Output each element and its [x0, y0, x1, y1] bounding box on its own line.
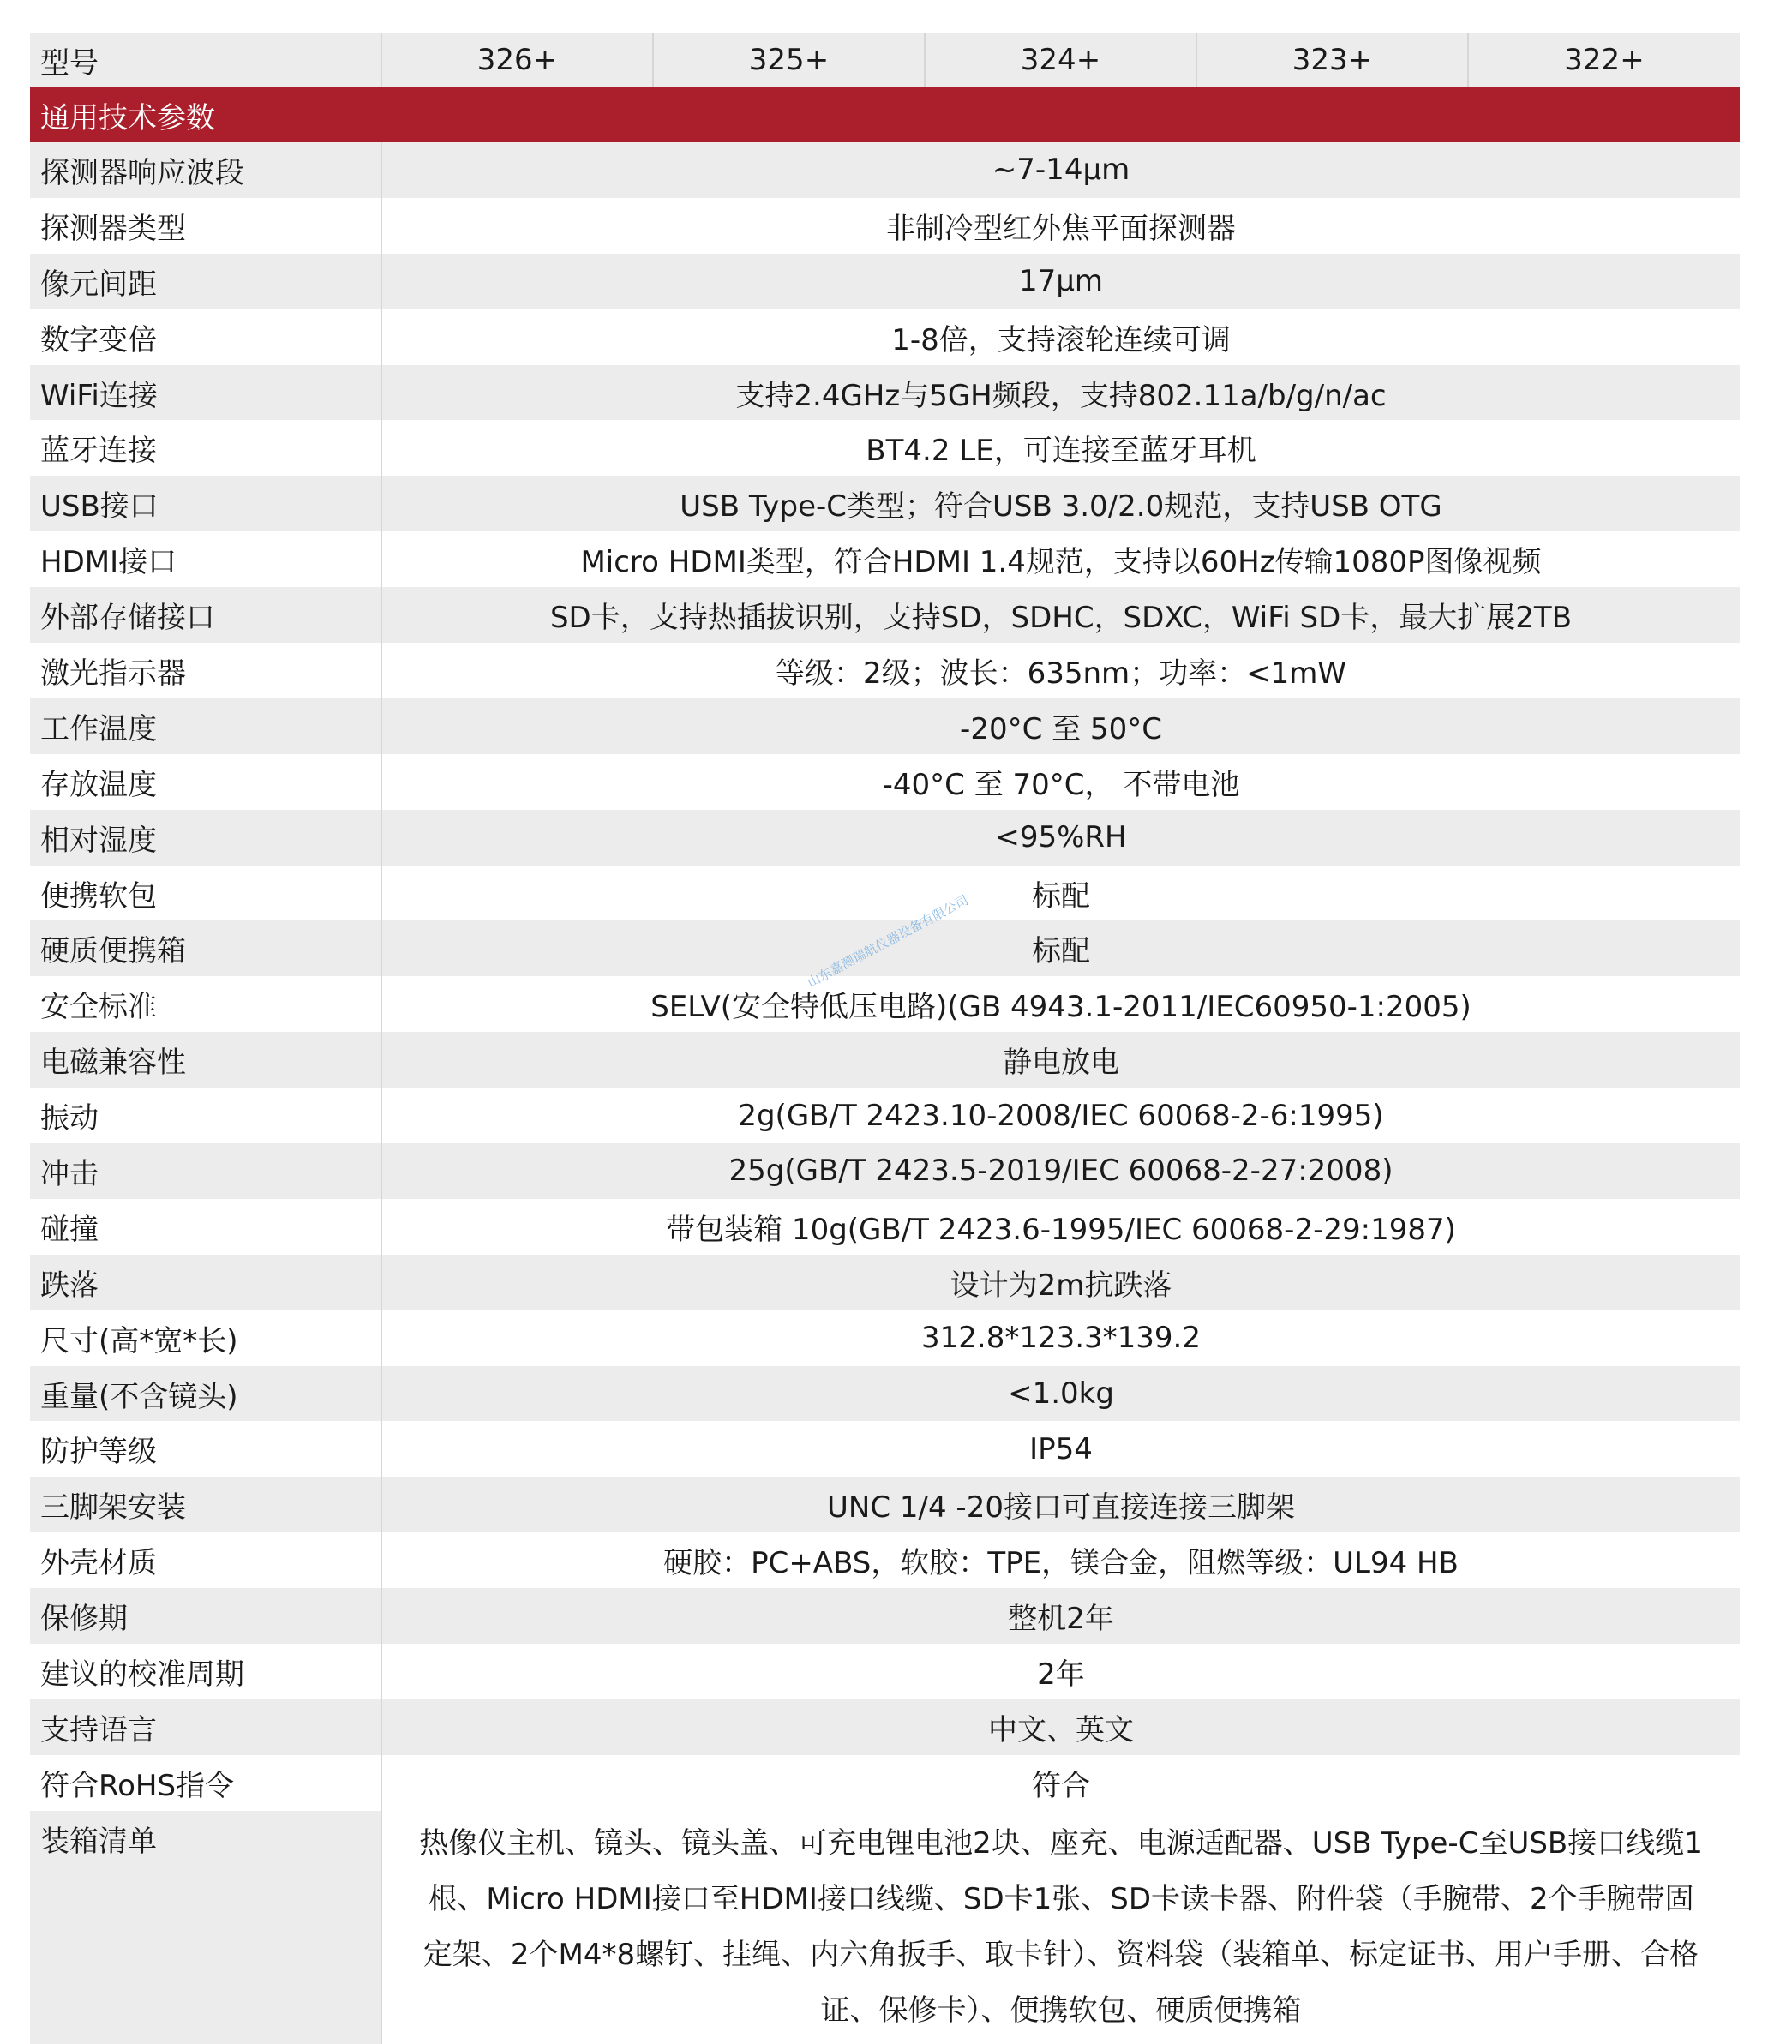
spec-row [30, 1421, 1740, 1477]
spec-row [30, 1255, 1740, 1310]
spec-value: 等级：2级；波长：635nm；功率：<1mW [775, 656, 1347, 691]
spec-label: 数字变倍 [30, 309, 381, 365]
model-326: 326+ [381, 33, 653, 87]
packing-value: 热像仪主机、镜头、镜头盖、可充电锂电池2块、座充、电源适配器、USB Type-C至USB接口线缆1根、Micro HDMI接口至HDMI接口线缆、SD卡1张、SD卡读卡器、附件袋（手腕带、2个手腕带固定架、2个M4*8螺钉、挂绳、内六角扳手、取卡针）、资料袋（装箱单、标定证书、用户手册、合格证、保修卡）、便携软包、硬质便携箱 [381, 1811, 1740, 2044]
spec-label: 三脚架安装 [30, 1477, 381, 1532]
spec-row [30, 1477, 1740, 1532]
spec-label: 工作温度 [30, 698, 381, 754]
spec-value: SELV(安全特低压电路)(GB 4943.1-2011/IEC60950-1:2005) [650, 990, 1471, 1025]
spec-row [30, 920, 1740, 976]
spec-row [30, 1532, 1740, 1588]
spec-value: 带包装箱 10g(GB/T 2423.6-1995/IEC 60068-2-29:1987) [666, 1212, 1456, 1247]
spec-row [30, 365, 1740, 421]
spec-label: 保修期 [30, 1588, 381, 1644]
section-header-row [30, 87, 1740, 142]
spec-label: 外壳材质 [30, 1532, 381, 1588]
spec-label: 电磁兼容性 [30, 1032, 381, 1088]
model-header-label: 型号 [30, 33, 381, 87]
spec-row [30, 1699, 1740, 1755]
spec-label: 建议的校准周期 [30, 1644, 381, 1699]
spec-row [30, 587, 1740, 643]
spec-label: 重量(不含镜头) [30, 1366, 381, 1422]
spec-row [30, 1199, 1740, 1255]
spec-value: 中文、英文 [988, 1712, 1134, 1747]
section-title: 通用技术参数 [40, 100, 215, 135]
spec-row [30, 866, 1740, 921]
spec-row [30, 1143, 1740, 1199]
spec-value: <1.0kg [1008, 1376, 1114, 1412]
spec-row [30, 698, 1740, 754]
spec-value: 2年 [1037, 1657, 1085, 1692]
spec-row [30, 309, 1740, 365]
spec-label: 尺寸(高*宽*长) [30, 1310, 381, 1366]
spec-label: 碰撞 [30, 1199, 381, 1255]
spec-row [30, 1366, 1740, 1422]
spec-label: 相对湿度 [30, 810, 381, 866]
spec-row [30, 643, 1740, 698]
spec-value: 符合 [1032, 1768, 1090, 1803]
spec-label: 外部存储接口 [30, 587, 381, 643]
spec-value: USB Type-C类型；符合USB 3.0/2.0规范，支持USB OTG [680, 489, 1442, 524]
spec-label: 便携软包 [30, 866, 381, 921]
spec-label: 激光指示器 [30, 643, 381, 698]
spec-label: 冲击 [30, 1143, 381, 1199]
spec-row [30, 1588, 1740, 1644]
spec-value: <95%RH [995, 820, 1127, 855]
spec-label: 振动 [30, 1088, 381, 1143]
spec-row [30, 476, 1740, 531]
spec-label: HDMI接口 [30, 531, 381, 587]
spec-row [30, 810, 1740, 866]
spec-value: UNC 1/4 -20接口可直接连接三脚架 [827, 1490, 1295, 1526]
spec-value: -20°C 至 50°C [960, 711, 1162, 746]
spec-row [30, 1644, 1740, 1699]
spec-value: 17μm [1018, 264, 1103, 299]
spec-value: Micro HDMI类型，符合HDMI 1.4规范，支持以60Hz传输1080P图像视频 [580, 545, 1542, 580]
spec-row [30, 1032, 1740, 1088]
spec-row [30, 198, 1740, 254]
spec-value: 设计为2m抗跌落 [950, 1268, 1172, 1303]
model-header-row [30, 33, 1740, 87]
spec-row [30, 531, 1740, 587]
spec-label: 跌落 [30, 1255, 381, 1310]
spec-table [30, 33, 1740, 2044]
spec-row [30, 1755, 1740, 1811]
spec-label: 硬质便携箱 [30, 920, 381, 976]
spec-value: -40°C 至 70°C， 不带电池 [882, 767, 1240, 802]
spec-row [30, 1310, 1740, 1366]
model-322: 322+ [1564, 43, 1645, 77]
spec-value: 整机2年 [1008, 1602, 1114, 1637]
packing-label: 装箱清单 [30, 1811, 381, 2044]
spec-label: 符合RoHS指令 [30, 1755, 381, 1811]
model-324: 324+ [925, 33, 1196, 87]
spec-value: 标配 [1032, 878, 1090, 914]
spec-row [30, 976, 1740, 1032]
spec-sheet [30, 33, 1740, 2044]
spec-label: 安全标准 [30, 976, 381, 1032]
spec-label: USB接口 [30, 476, 381, 531]
spec-label: WiFi连接 [30, 365, 381, 421]
model-325: 325+ [653, 33, 925, 87]
spec-label: 像元间距 [30, 254, 381, 309]
spec-value: BT4.2 LE，可连接至蓝牙耳机 [866, 434, 1256, 469]
spec-row [30, 1088, 1740, 1143]
spec-value: 支持2.4GHz与5GH频段，支持802.11a/b/g/n/ac [735, 378, 1387, 413]
spec-row [30, 142, 1740, 198]
spec-value: SD卡，支持热插拔识别，支持SD，SDHC，SDXC，WiFi SD卡，最大扩展2TB [549, 601, 1573, 636]
spec-value: 312.8*123.3*139.2 [920, 1321, 1201, 1356]
spec-value: 标配 [1032, 934, 1090, 969]
spec-row [30, 754, 1740, 810]
model-323: 323+ [1196, 33, 1468, 87]
spec-value: IP54 [1029, 1431, 1093, 1466]
packing-row [30, 1811, 1740, 2044]
spec-value: 25g(GB/T 2423.5-2019/IEC 60068-2-27:2008) [728, 1154, 1393, 1189]
spec-label: 防护等级 [30, 1421, 381, 1477]
spec-row [30, 420, 1740, 476]
spec-label: 存放温度 [30, 754, 381, 810]
watermark: 山东嘉测瑞航仪器设备有限公司 [804, 892, 971, 991]
spec-value: 2g(GB/T 2423.10-2008/IEC 60068-2-6:1995) [738, 1098, 1384, 1133]
spec-value: ~7-14μm [992, 153, 1130, 188]
spec-label: 支持语言 [30, 1699, 381, 1755]
spec-label: 蓝牙连接 [30, 420, 381, 476]
spec-value: 1-8倍，支持滚轮连续可调 [891, 322, 1231, 357]
spec-value: 非制冷型红外焦平面探测器 [886, 211, 1236, 246]
spec-value: 静电放电 [1003, 1046, 1119, 1081]
spec-label: 探测器响应波段 [30, 142, 381, 198]
spec-row [30, 254, 1740, 309]
spec-label: 探测器类型 [30, 198, 381, 254]
spec-value: 硬胶：PC+ABS，软胶：TPE，镁合金，阻燃等级：UL94 HB [663, 1546, 1459, 1581]
